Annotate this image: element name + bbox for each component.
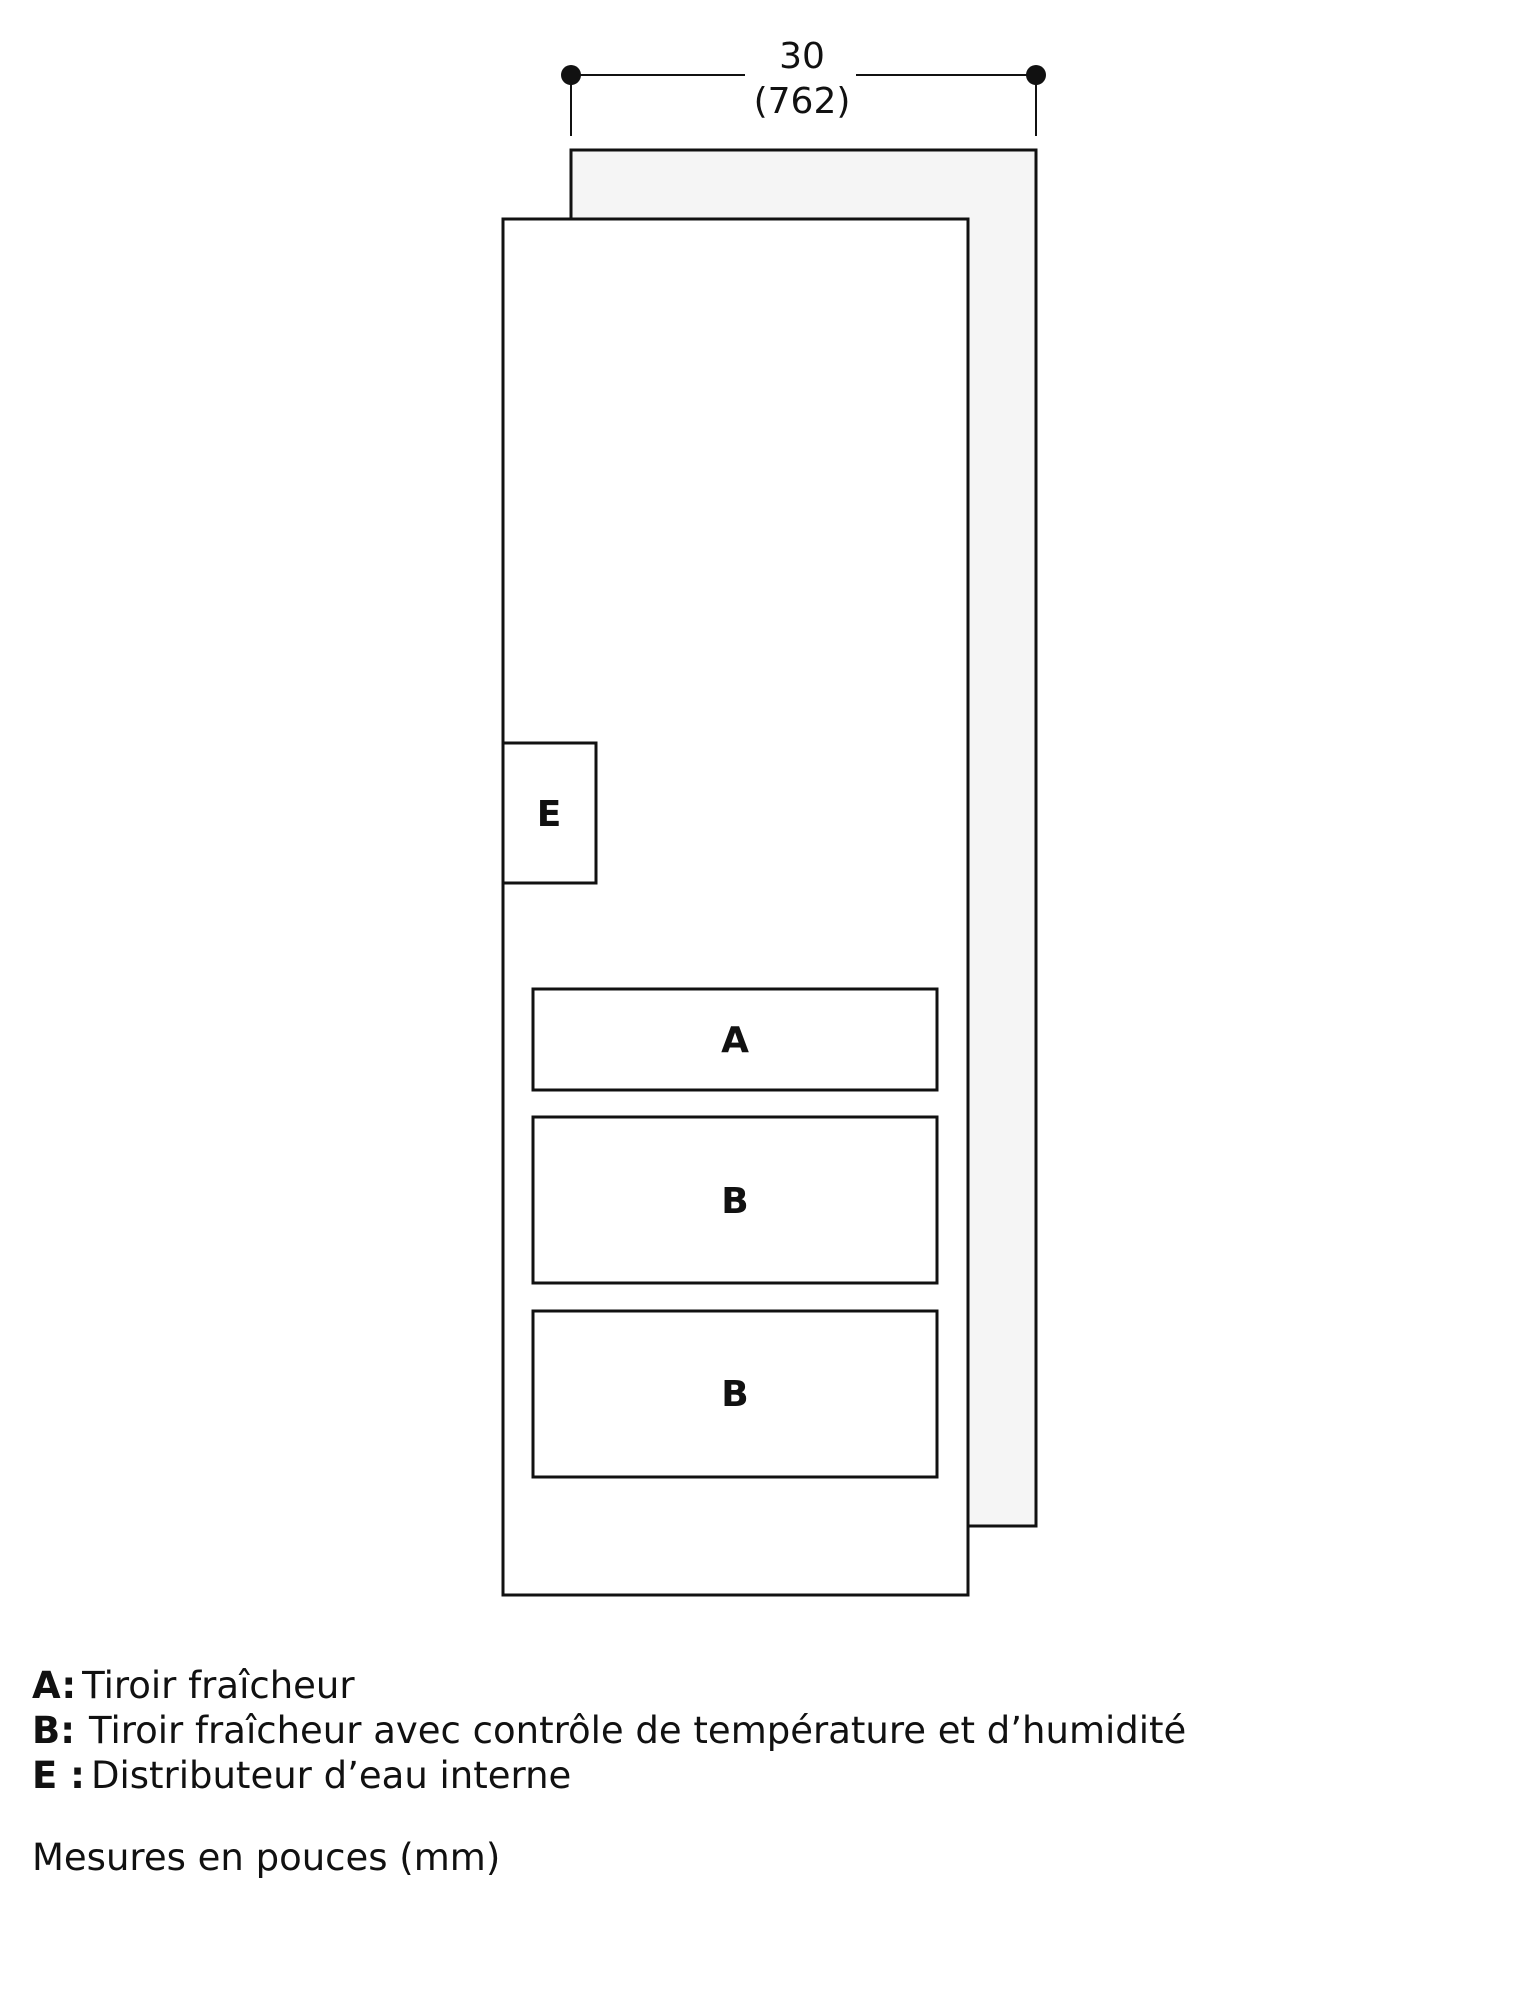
legend-item-a: [32, 1663, 1186, 1708]
legend-item-e: [32, 1753, 1186, 1798]
legend-text-e: Distributeur d’eau interne: [90, 1754, 572, 1797]
drawer-b-middle-label: B: [721, 1181, 749, 1222]
legend-item-b: [32, 1708, 1186, 1753]
drawer-a-label: A: [721, 1020, 749, 1061]
drawer-a: [533, 989, 937, 1090]
units-note: Mesures en pouces (mm): [32, 1836, 501, 1879]
legend-key-a: A:: [32, 1664, 77, 1707]
legend-text-a: Tiroir fraîcheur: [82, 1664, 355, 1707]
width-inches-label: 30: [779, 36, 825, 77]
drawer-b-middle: [533, 1117, 937, 1283]
legend: [32, 1663, 1186, 1798]
width-dimension: [561, 36, 1046, 136]
legend-key-b: B:: [32, 1709, 75, 1752]
water-dispenser-label: E: [536, 794, 562, 835]
legend-key-e: E :: [32, 1754, 85, 1797]
legend-text-b: Tiroir fraîcheur avec contrôle de température et d’humidité: [89, 1709, 1187, 1752]
width-mm-label: (762): [753, 81, 851, 122]
water-dispenser: [503, 743, 596, 883]
drawer-b-bottom: [533, 1311, 937, 1477]
drawer-b-bottom-label: B: [721, 1374, 749, 1415]
